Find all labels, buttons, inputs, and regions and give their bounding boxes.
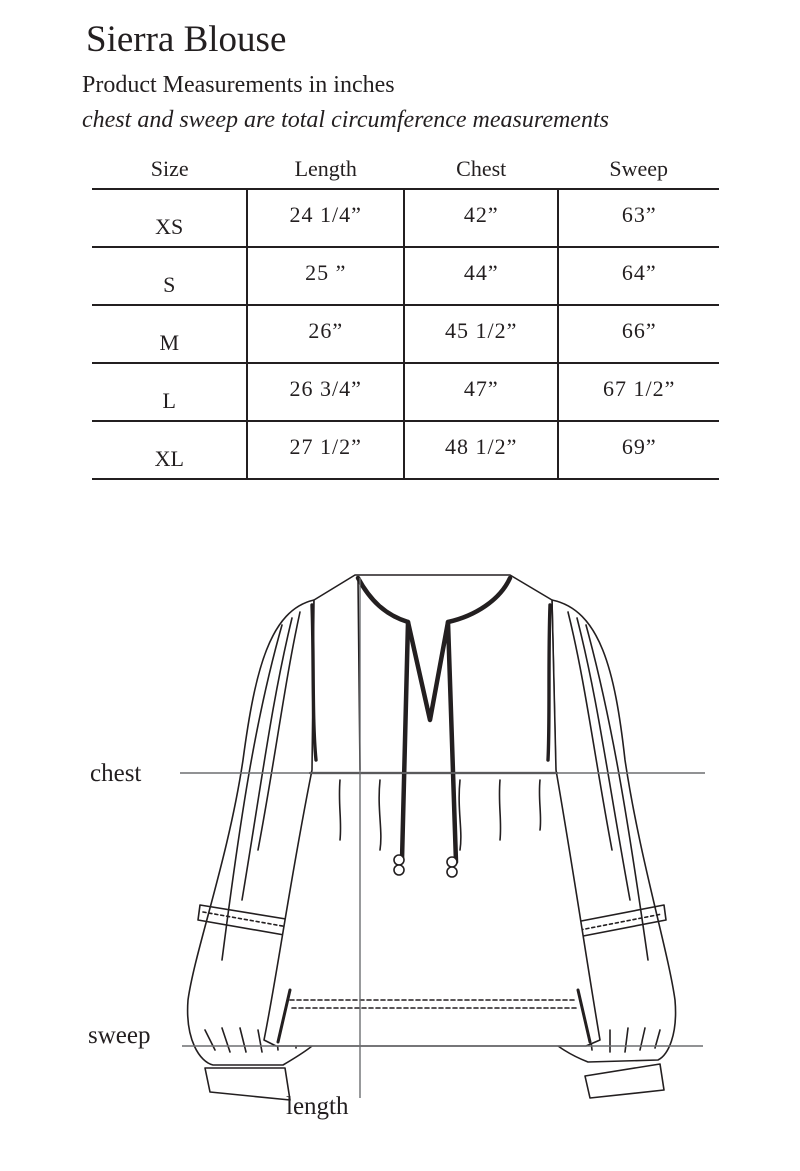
header-sweep: Sweep [609,156,669,181]
page-subtitle: Product Measurements in inches [82,72,395,98]
blouse-body [264,575,600,1046]
sweep-cell: 63” [558,189,719,247]
length-cell: 26 3/4” [247,363,403,421]
chest-label: chest [90,760,142,787]
sweep-cell: 66” [558,305,719,363]
size-cell: L [92,363,247,421]
measurement-note: chest and sweep are total circumference measurements [82,107,609,133]
length-cell: 24 1/4” [247,189,403,247]
size-cell: XL [92,421,247,479]
size-cell: S [92,247,247,305]
chest-cell: 48 1/2” [404,421,558,479]
sweep-cell: 64” [558,247,719,305]
length-cell: 27 1/2” [247,421,403,479]
sweep-cell: 69” [558,421,719,479]
chest-cell: 42” [404,189,558,247]
chest-cell: 44” [404,247,558,305]
sweep-label: sweep [88,1022,151,1049]
length-cell: 25 ” [247,247,403,305]
size-cell: M [92,305,247,363]
size-cell: XS [92,189,247,247]
length-label: length [286,1093,349,1120]
length-cell: 26” [247,305,403,363]
page-title: Sierra Blouse [86,19,287,60]
header-length: Length [294,156,357,181]
sweep-cell: 67 1/2” [558,363,719,421]
header-size: Size [150,156,189,181]
chest-cell: 45 1/2” [404,305,558,363]
chest-cell: 47” [404,363,558,421]
header-chest: Chest [456,156,507,181]
